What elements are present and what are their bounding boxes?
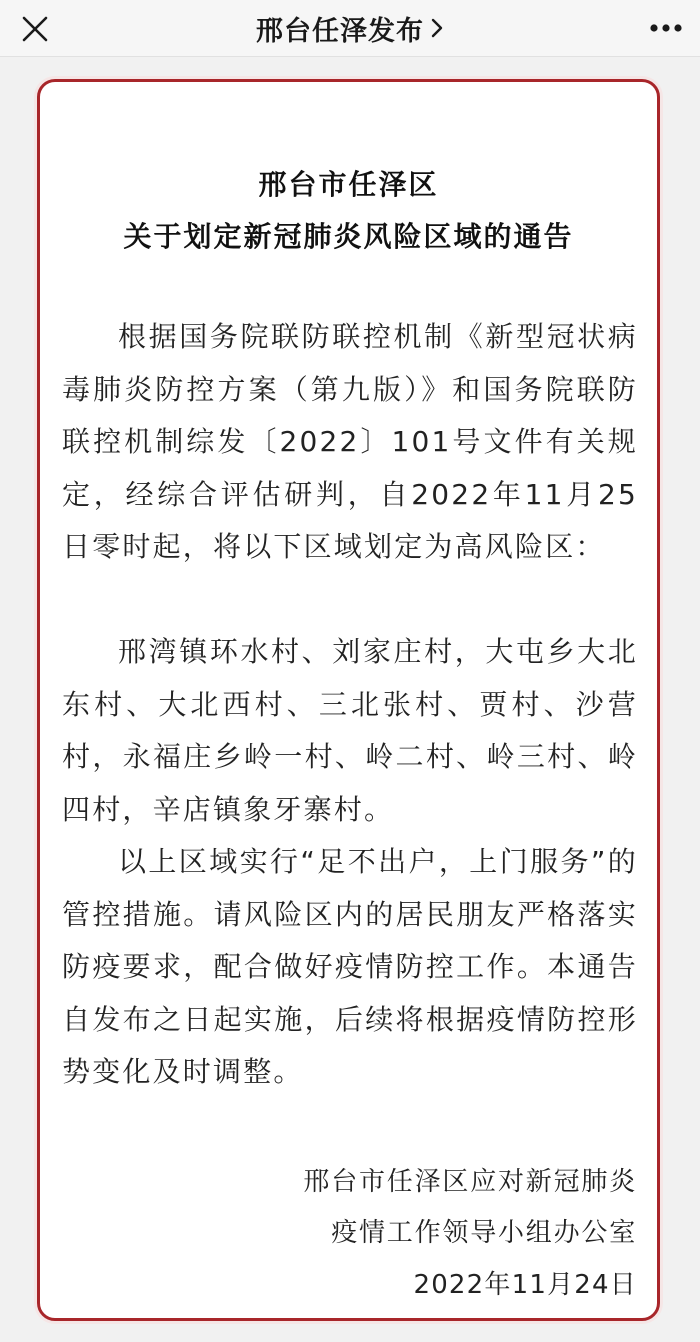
account-profile-link[interactable] (256, 9, 444, 48)
notice-date: 2022年11月24日 (413, 1270, 637, 1300)
notice-paragraph-measures: 以上区域实行“足不出户，上门服务”的管控措施。请风险区内的居民朋友严格落实防疫要求，配合做好疫情防控工作。本通告自发布之日起实施，后续将根据疫情防控形势变化及时调整。 (62, 845, 638, 1088)
chevron-right-icon (430, 16, 444, 40)
account-name: 邢台任泽发布 (256, 15, 424, 47)
notice-title-line-1: 邢台市任泽区 (258, 168, 439, 201)
more-options-button[interactable] (644, 8, 688, 48)
notice-paragraph-high-risk-areas: 邢湾镇环水村、刘家庄村，大屯乡大北东村、大北西村、三北张村、贾村、沙营村，永福庄乡岭一村、岭二村、岭三村、岭四村，辛店镇象牙寨村。 (62, 635, 638, 826)
signature-line-2: 疫情工作领导小组办公室 (331, 1218, 637, 1248)
notice-paragraph-basis: 根据国务院联防联控机制《新型冠状病毒肺炎防控方案（第九版）》和国务院联防联控机制综发〔2022〕101号文件有关规定，经综合评估研判，自2022年11月25日零时起，将以下区域划定为高风险区： (62, 320, 638, 563)
notice-title-line-2: 关于划定新冠肺炎风险区域的通告 (123, 220, 574, 253)
signature-line-1: 邢台市任泽区应对新冠肺炎 (303, 1167, 637, 1197)
notice-card (37, 79, 660, 1321)
more-dots-icon (644, 8, 688, 48)
account-title-area (0, 0, 700, 56)
top-navigation-bar (0, 0, 700, 57)
